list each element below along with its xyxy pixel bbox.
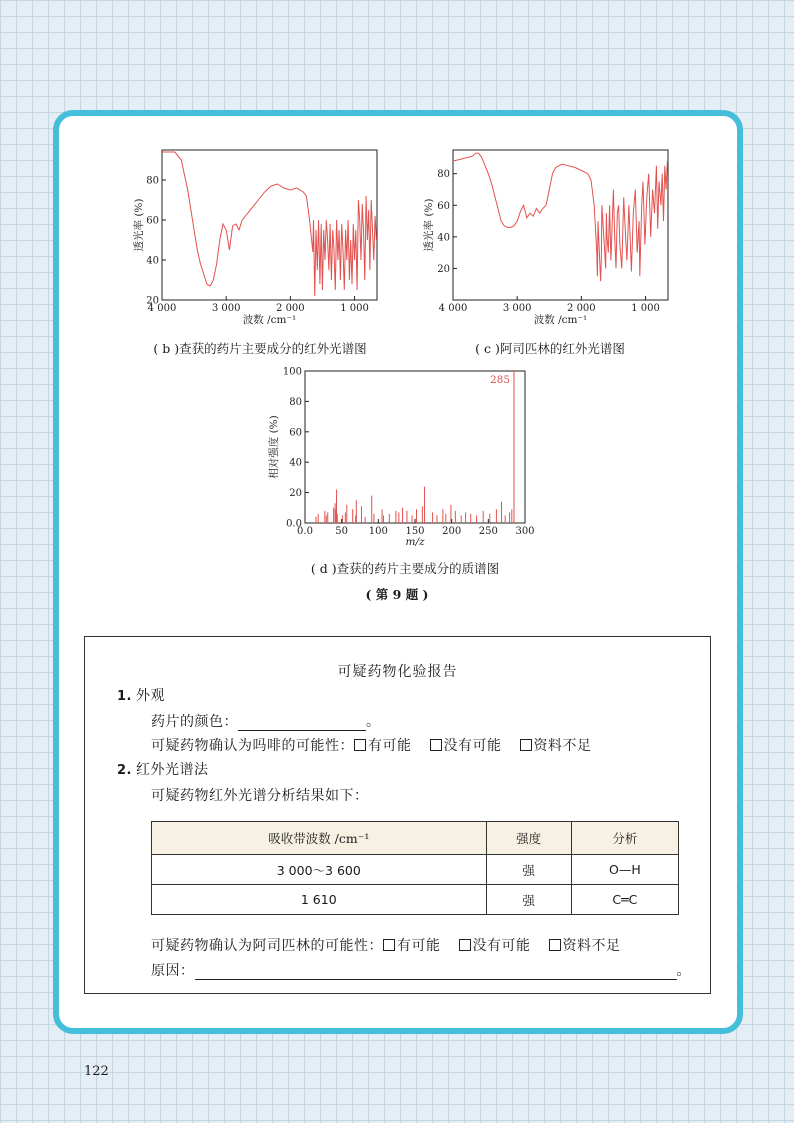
option-insufficient: 资料不足 xyxy=(533,738,592,754)
header-analysis: 分析 xyxy=(571,822,678,855)
caption-b: ( b )查获的药片主要成分的红外光谱图 xyxy=(153,341,367,356)
section-number: 1. xyxy=(117,689,132,704)
y-tick-label: 0.0 xyxy=(286,518,302,530)
y-tick-label: 20 xyxy=(437,263,450,275)
y-tick-label: 80 xyxy=(146,175,159,187)
section-ir xyxy=(117,759,208,779)
x-tick-label: 0.0 xyxy=(297,526,313,537)
x-tick-label: 3 000 xyxy=(211,303,241,314)
section-number: 2. xyxy=(117,763,132,778)
color-line xyxy=(151,711,381,731)
reason-end: 。 xyxy=(676,963,691,979)
reason-prompt: 原因： xyxy=(151,963,195,979)
x-tick-label: 250 xyxy=(478,526,498,537)
page-number: 122 xyxy=(84,1064,109,1079)
checkbox-possible[interactable] xyxy=(354,739,366,751)
x-tick-label: 4 000 xyxy=(147,303,177,314)
x-tick-label: 100 xyxy=(368,526,388,537)
drug-report xyxy=(84,636,711,994)
ir-result-table xyxy=(151,821,679,915)
x-axis-label: 波数 /cm⁻¹ xyxy=(242,314,297,326)
question-label: ( 第 9 题 ) xyxy=(365,587,429,602)
table-row xyxy=(152,855,679,885)
y-tick-label: 80 xyxy=(289,396,302,408)
cell-analysis: O—H xyxy=(571,855,678,885)
y-tick-label: 80 xyxy=(437,169,450,181)
x-axis-label: 波数 /cm⁻¹ xyxy=(533,314,588,326)
x-tick-label: 50 xyxy=(335,526,349,537)
checkbox-insufficient[interactable] xyxy=(549,939,561,951)
color-answer-blank[interactable] xyxy=(238,716,366,731)
x-tick-label: 300 xyxy=(515,526,535,537)
aspirin-prompt: 可疑药物确认为阿司匹林的可能性： xyxy=(151,938,383,954)
report-title: 可疑药物化验报告 xyxy=(337,664,458,680)
cell-intensity: 强 xyxy=(486,855,571,885)
table-row xyxy=(152,885,679,915)
x-tick-label: 1 000 xyxy=(340,303,369,314)
y-tick-label: 60 xyxy=(437,200,450,212)
caption-d: ( d )查获的药片主要成分的质谱图 xyxy=(310,561,500,576)
cell-wavenumber: 3 000～3 600 xyxy=(152,855,487,885)
cell-wavenumber: 1 610 xyxy=(152,885,487,915)
peak-annotation: 285 xyxy=(489,374,510,386)
x-axis-label: m/z xyxy=(405,536,425,548)
x-tick-label: 1 000 xyxy=(631,303,660,314)
plot-frame xyxy=(305,371,525,523)
aspirin-line xyxy=(151,935,621,955)
option-impossible: 没有可能 xyxy=(472,938,531,954)
checkbox-impossible[interactable] xyxy=(459,939,471,951)
y-tick-label: 40 xyxy=(437,232,450,244)
section-label: 外观 xyxy=(135,688,165,704)
table-header-row xyxy=(152,822,679,855)
option-possible: 有可能 xyxy=(368,738,412,754)
plot-frame xyxy=(453,150,668,300)
x-tick-label: 4 000 xyxy=(438,303,468,314)
ir-spectrum-chart-c xyxy=(420,145,680,335)
mass-spectrum-chart-d xyxy=(265,363,545,553)
section-appearance xyxy=(117,685,165,705)
header-wavenumber: 吸收带波数 /cm⁻¹ xyxy=(152,822,487,855)
caption-c: ( c )阿司匹林的红外光谱图 xyxy=(475,341,625,356)
y-axis-label: 透光率 (%) xyxy=(133,198,145,252)
ir-spectrum-chart-b xyxy=(130,145,390,335)
y-axis-label: 相对强度 (%) xyxy=(268,415,280,479)
x-tick-label: 2 000 xyxy=(276,303,305,314)
y-tick-label: 40 xyxy=(289,457,302,469)
option-impossible: 没有可能 xyxy=(443,738,502,754)
color-end: 。 xyxy=(366,714,381,730)
x-tick-label: 150 xyxy=(405,526,425,537)
reason-answer-blank[interactable] xyxy=(195,965,677,980)
y-tick-label: 60 xyxy=(289,427,302,439)
x-tick-label: 2 000 xyxy=(567,303,596,314)
checkbox-impossible[interactable] xyxy=(430,739,442,751)
y-tick-label: 20 xyxy=(146,295,159,307)
color-prompt: 药片的颜色： xyxy=(151,714,238,730)
section-label: 红外光谱法 xyxy=(135,762,209,778)
y-tick-label: 60 xyxy=(146,215,159,227)
checkbox-insufficient[interactable] xyxy=(520,739,532,751)
cell-intensity: 强 xyxy=(486,885,571,915)
option-insufficient: 资料不足 xyxy=(562,938,621,954)
morphine-prompt: 可疑药物确认为吗啡的可能性： xyxy=(151,738,354,754)
morphine-line xyxy=(151,735,592,755)
option-possible: 有可能 xyxy=(397,938,441,954)
cell-analysis: C═C xyxy=(571,885,678,915)
ir-intro: 可疑药物红外光谱分析结果如下： xyxy=(151,788,369,804)
y-axis-label: 透光率 (%) xyxy=(423,198,435,252)
x-tick-label: 200 xyxy=(442,526,462,537)
y-tick-label: 20 xyxy=(289,488,302,500)
y-tick-label: 40 xyxy=(146,255,159,267)
y-tick-label: 100 xyxy=(282,366,302,378)
reason-line xyxy=(151,960,691,980)
x-tick-label: 3 000 xyxy=(502,303,532,314)
header-intensity: 强度 xyxy=(486,822,571,855)
checkbox-possible[interactable] xyxy=(383,939,395,951)
